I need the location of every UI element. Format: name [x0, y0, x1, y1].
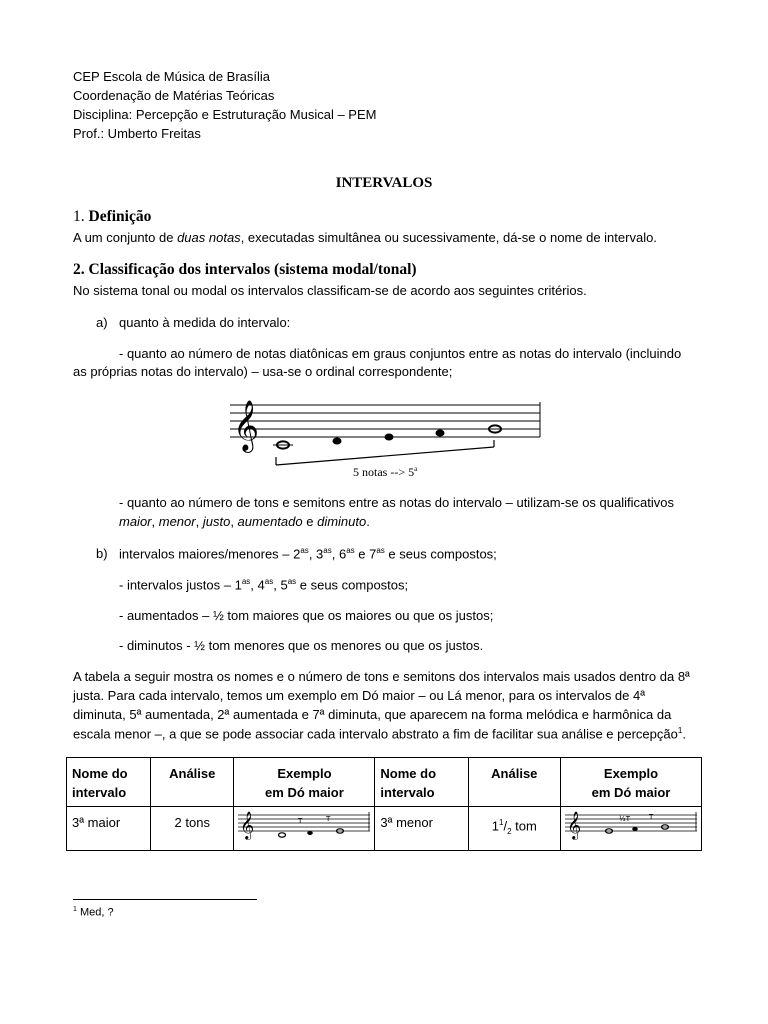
table-intro-line2: justa. Para cada intervalo, temos um exemplo em Dó maior – ou Lá menor, para os intervalos de 4ª — [73, 688, 646, 703]
aumentados-line: - aumentados – ½ tom maiores que os maiores ou que os justos; — [119, 608, 494, 623]
svg-text:T: T — [298, 817, 303, 825]
treble-clef-icon: 𝄞 — [233, 400, 260, 451]
header-institution: CEP Escola de Música de Brasília — [73, 69, 271, 84]
header-name-left: Nome do intervalo — [67, 758, 151, 807]
note-d — [333, 438, 342, 445]
item-a-text: quanto à medida do intervalo: — [119, 315, 291, 330]
header-coordination: Coordenação de Matérias Teóricas — [73, 88, 275, 103]
header-discipline: Disciplina: Percepção e Estruturação Musical – PEM — [73, 107, 377, 122]
example-staff-major-third — [238, 809, 370, 843]
section-1-heading — [73, 208, 151, 226]
section-2-heading: 2. Classificação dos intervalos (sistema modal/tonal) — [73, 261, 417, 278]
svg-text:½T: ½T — [619, 815, 631, 823]
para-diatonic-line1: - quanto ao número de notas diatônicas em graus conjuntos entre as notas do intervalo (incluindo — [119, 346, 682, 361]
svg-text:T: T — [649, 813, 654, 821]
para-tones-line1: - quanto ao número de tons e semitons entre as notas do intervalo – utilizam-se os qualificativos — [119, 495, 674, 510]
page-title: INTERVALOS — [335, 175, 433, 191]
section-2-intro: No sistema tonal ou modal os intervalos classificam-se de acordo aos seguintes critérios. — [73, 283, 587, 298]
table-intro-line4: escala menor –, a que se pode associar cada intervalo abstrato a fim de facilitar sua análise e percepção$^1$. — [73, 726, 686, 742]
treble-clef-icon: 𝄞 — [567, 811, 582, 839]
header-analysis-right: Análise — [468, 758, 560, 807]
item-a-marker: a) — [96, 315, 108, 330]
header-analysis-left: Análise — [151, 758, 234, 807]
cell-left-example — [234, 807, 375, 851]
table-intro-line1: A tabela a seguir mostra os nomes e o número de tons e semitons dos intervalos mais usados dentro da 8ª — [73, 669, 690, 684]
table-header-row — [67, 758, 702, 807]
table-intro-line3: diminuta, 5ª aumentada, 2ª aumentada e 7ª diminuta, que aparecem na forma melódica e harmônica da — [73, 707, 672, 722]
footnote-marker: 1 — [73, 906, 77, 913]
cell-right-example — [561, 807, 702, 851]
cell-left-analysis: 2 tons — [151, 807, 234, 851]
section-1-number: 1. — [73, 208, 85, 225]
footnote — [73, 906, 114, 919]
staff-caption: 5 notas --> $5^a$ — [353, 465, 418, 479]
header-example-right: Exemplo em Dó maior — [561, 758, 702, 807]
section-1-title: Definição — [88, 208, 152, 225]
footnote-separator — [73, 899, 257, 900]
footnote-ref[interactable]: 1 — [677, 726, 683, 735]
cell-right-name: 3ª menor — [375, 807, 468, 851]
diminutos-line: - diminutos - ½ tom menores que os menores ou que os justos. — [119, 638, 484, 653]
interval-bracket — [276, 440, 494, 465]
para-diatonic-line2: as próprias notas do intervalo) – usa-se o ordinal correspondente; — [73, 364, 453, 379]
note-f — [436, 430, 445, 437]
item-b-text: intervalos maiores/menores – $2^{as}$, $3^{as}$, $6^{as}$ e $7^{as}$ e seus compostos; — [119, 546, 497, 562]
cell-right-analysis: $1^1/_2$ tom — [468, 807, 560, 851]
example-staff-minor-third — [565, 809, 697, 843]
svg-text:T: T — [326, 815, 331, 823]
para-tones-line2: maior, menor, justo, aumentado e diminuto. — [119, 514, 370, 529]
table-row — [67, 807, 702, 851]
justos-line: - intervalos justos – $1^{as}$, $4^{as}$, $5^{as}$ e seus compostos; — [119, 577, 409, 593]
intervals-table — [66, 757, 702, 851]
header-example-left: Exemplo em Dó maior — [234, 758, 375, 807]
note-e — [385, 434, 394, 441]
header-professor: Prof.: Umberto Freitas — [73, 126, 201, 141]
cell-left-name: 3ª maior — [67, 807, 151, 851]
section-1-text: A um conjunto de duas notas, executadas simultânea ou sucessivamente, dá-se o nome de intervalo. — [73, 230, 657, 245]
item-b-marker: b) — [96, 546, 108, 561]
staff-figure — [230, 395, 545, 485]
emphasis-duas-notas: duas notas — [177, 230, 241, 245]
footnote-text: Med, ? — [76, 906, 114, 919]
treble-clef-icon: 𝄞 — [240, 811, 255, 839]
header-name-right: Nome do intervalo — [375, 758, 468, 807]
